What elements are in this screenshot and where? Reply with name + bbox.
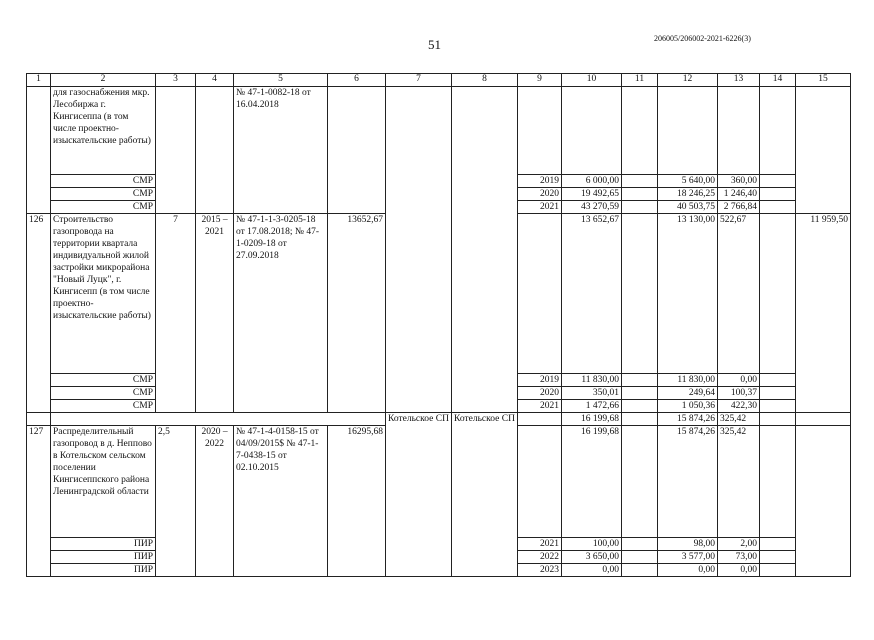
table-row (27, 87, 851, 175)
approval-doc: № 47-1-1-3-0205-18 от 17.08.2018; № 47-1-0209-18 от 27.09.2018 (234, 214, 328, 413)
data-table (26, 73, 851, 577)
column-header: 10 (562, 74, 622, 87)
year: 2021 (518, 400, 562, 413)
table-cell (760, 214, 796, 374)
table-cell (760, 426, 796, 538)
column-header: 8 (452, 74, 518, 87)
work-type: СМР (51, 201, 156, 214)
column-header: 3 (156, 74, 196, 87)
year: 2023 (518, 564, 562, 577)
column-header: 5 (234, 74, 328, 87)
table-cell (562, 87, 622, 175)
amount-col12: 0,00 (658, 564, 718, 577)
length-value: 2,5 (156, 426, 196, 577)
settlement: Котельское СП (452, 413, 518, 577)
column-header: 4 (196, 74, 234, 87)
row-number: 126 (27, 214, 51, 413)
amount-col12: 249,64 (658, 387, 718, 400)
page-number: 51 (428, 37, 441, 52)
column-header: 9 (518, 74, 562, 87)
project-name: Строительство газопровода на территории квартала индивидуальной жилой застройки микрорайона "Новый Луцк", г. Кингисепп (в том числе проектно-изыскательские работы) (51, 214, 156, 374)
amount-col12: 15 874,26 (658, 413, 718, 426)
amount-col13: 2,00 (718, 538, 760, 551)
amount-col13: 73,00 (718, 551, 760, 564)
amount-col12: 11 830,00 (658, 374, 718, 387)
amount-col13: 0,00 (718, 374, 760, 387)
column-header: 13 (718, 74, 760, 87)
amount-col13: 100,37 (718, 387, 760, 400)
column-header: 12 (658, 74, 718, 87)
work-type: СМР (51, 374, 156, 387)
table-cell (386, 87, 452, 413)
document-id: 206005/206002-2021-6226(3) (654, 34, 751, 43)
table-cell (452, 87, 518, 413)
estimate-cost: 16295,68 (328, 426, 386, 577)
column-header: 7 (386, 74, 452, 87)
amount-col10: 11 830,00 (562, 374, 622, 387)
settlement: Котельское СП (386, 413, 452, 577)
amount-col13: 1 246,40 (718, 188, 760, 201)
table-cell (622, 413, 658, 426)
work-type: СМР (51, 175, 156, 188)
table-cell (622, 538, 658, 551)
amount-col10: 350,01 (562, 387, 622, 400)
table-cell (760, 538, 796, 551)
amount-col10: 6 000,00 (562, 175, 622, 188)
column-header: 6 (328, 74, 386, 87)
table-cell (622, 551, 658, 564)
work-type: ПИР (51, 538, 156, 551)
table-cell (760, 374, 796, 387)
amount-col13: 0,00 (718, 564, 760, 577)
amount-col15: 11 959,50 (796, 214, 851, 413)
amount-col12: 1 050,36 (658, 400, 718, 413)
project-name: Распределительный газопровод в д. Неппово в Котельском сельском поселении Кингисеппского района Ленинградской области (51, 426, 156, 538)
amount-col12: 5 640,00 (658, 175, 718, 188)
table-cell (622, 188, 658, 201)
year: 2019 (518, 374, 562, 387)
table-cell (51, 413, 386, 426)
approval-doc: № 47-1-4-0158-15 от 04/09/2015$ № 47-1-7-0438-15 от 02.10.2015 (234, 426, 328, 577)
year: 2021 (518, 538, 562, 551)
year: 2020 (518, 387, 562, 400)
header-row (27, 74, 851, 87)
work-type: СМР (51, 387, 156, 400)
table-cell (796, 87, 851, 214)
approval-doc: № 47-1-0082-18 от 16.04.2018 (234, 87, 328, 214)
table-cell (760, 188, 796, 201)
table-cell (518, 87, 562, 175)
work-type: ПИР (51, 564, 156, 577)
amount-col12: 3 577,00 (658, 551, 718, 564)
amount-col10: 100,00 (562, 538, 622, 551)
table-cell (760, 551, 796, 564)
table-cell (622, 87, 658, 175)
row-number: 127 (27, 426, 51, 577)
table-cell (622, 400, 658, 413)
column-header: 11 (622, 74, 658, 87)
table-cell (796, 413, 851, 426)
year: 2020 (518, 188, 562, 201)
table-cell (196, 87, 234, 214)
period: 2020 – 2022 (196, 426, 234, 577)
amount-col10: 19 492,65 (562, 188, 622, 201)
table-cell (518, 413, 562, 426)
table-cell (622, 175, 658, 188)
amount-col10: 0,00 (562, 564, 622, 577)
amount-col12: 98,00 (658, 538, 718, 551)
column-header: 14 (760, 74, 796, 87)
amount-col12: 40 503,75 (658, 201, 718, 214)
project-name: для газоснабжения мкр. Лесобиржа г. Кингисеппа (в том числе проектно-изыскательские работы) (51, 87, 156, 175)
column-header: 2 (51, 74, 156, 87)
table-cell (27, 87, 51, 214)
amount-col12: 13 130,00 (658, 214, 718, 374)
table-cell (622, 374, 658, 387)
year: 2022 (518, 551, 562, 564)
work-type: СМР (51, 400, 156, 413)
amount-col12: 18 246,25 (658, 188, 718, 201)
amount-col13: 360,00 (718, 175, 760, 188)
table-cell (760, 87, 796, 175)
amount-col13: 2 766,84 (718, 201, 760, 214)
table-cell (718, 87, 760, 175)
table-cell (760, 175, 796, 188)
year: 2021 (518, 201, 562, 214)
table-cell (622, 564, 658, 577)
table-cell (622, 426, 658, 538)
table-row (27, 413, 851, 426)
table-cell (156, 87, 196, 214)
period: 2015 – 2021 (196, 214, 234, 413)
amount-col13: 325,42 (718, 413, 760, 426)
table-cell (760, 400, 796, 413)
work-type: СМР (51, 188, 156, 201)
amount-col13: 422,30 (718, 400, 760, 413)
table-cell (760, 201, 796, 214)
estimate-cost: 13652,67 (328, 214, 386, 413)
table-cell (27, 413, 51, 426)
year: 2019 (518, 175, 562, 188)
table-cell (622, 387, 658, 400)
amount-col10: 13 652,67 (562, 214, 622, 374)
column-header: 1 (27, 74, 51, 87)
table-cell (760, 387, 796, 400)
amount-col12: 15 874,26 (658, 426, 718, 538)
length-value: 7 (156, 214, 196, 413)
table-cell (622, 201, 658, 214)
table-cell (760, 413, 796, 426)
table-cell (518, 426, 562, 538)
amount-col10: 16 199,68 (562, 413, 622, 426)
table-cell (518, 214, 562, 374)
table-cell (622, 214, 658, 374)
work-type: ПИР (51, 551, 156, 564)
amount-col10: 3 650,00 (562, 551, 622, 564)
amount-col10: 43 270,59 (562, 201, 622, 214)
amount-col10: 16 199,68 (562, 426, 622, 538)
amount-col10: 1 472,66 (562, 400, 622, 413)
table-cell (328, 87, 386, 214)
amount-col13: 522,67 (718, 214, 760, 374)
column-header: 15 (796, 74, 851, 87)
table-cell (796, 426, 851, 577)
table-cell (760, 564, 796, 577)
amount-col13: 325,42 (718, 426, 760, 538)
table-cell (658, 87, 718, 175)
